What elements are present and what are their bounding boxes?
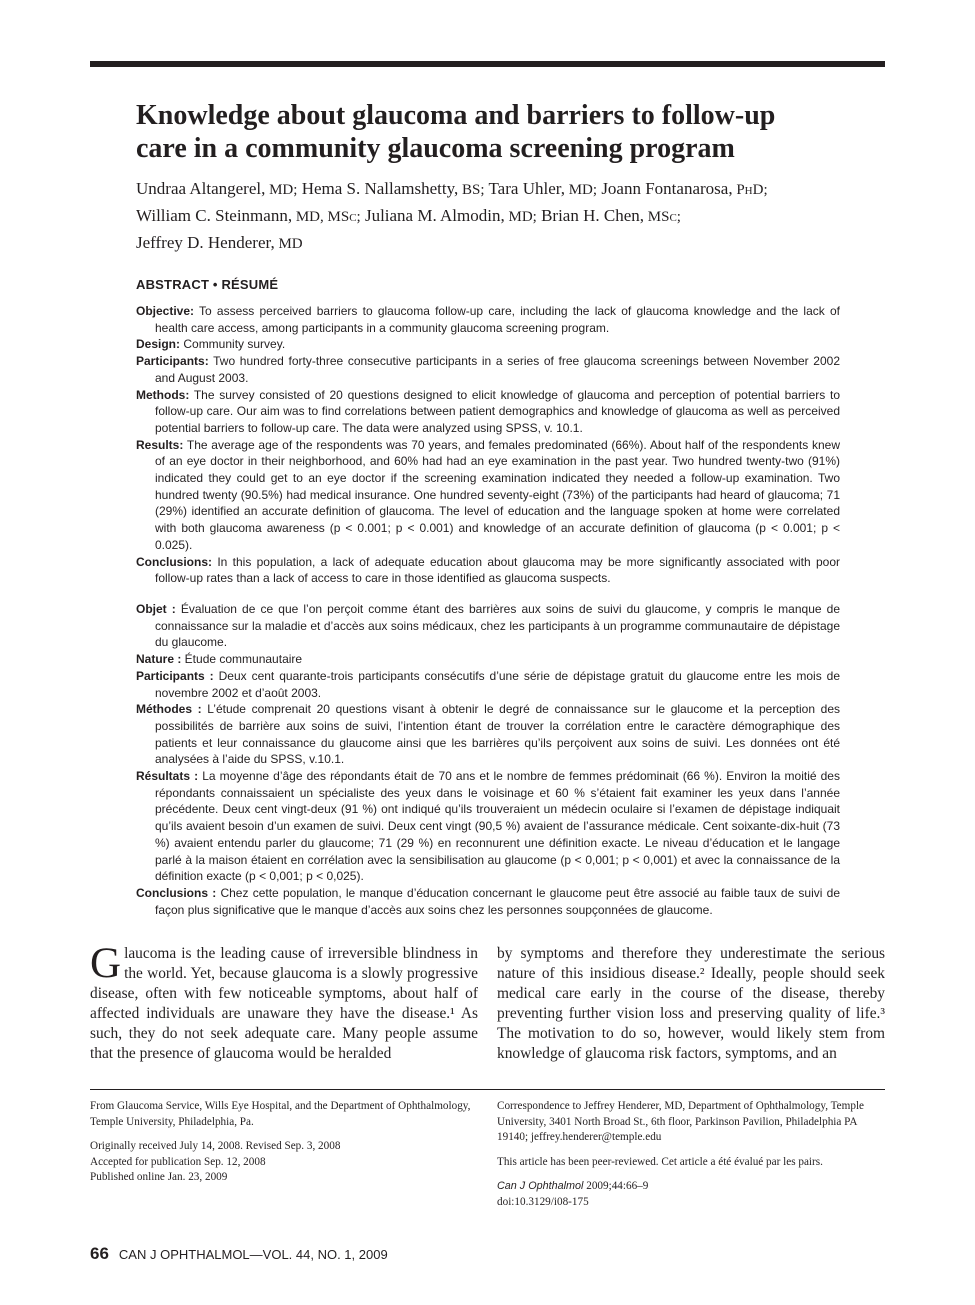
affiliation-note: From Glaucoma Service, Wills Eye Hospital, and the Department of Ophthalmology, Temple University, Philadelphia, Pa. bbox=[90, 1100, 471, 1128]
abstract-label: Nature : bbox=[136, 652, 182, 667]
footnotes-left bbox=[90, 1099, 480, 1186]
abstract-text: Deux cent quarante-trois participants consécutifs d’une série de dépistage gratuit du glaucome entre les mois de novembre 2002 et d’août 2003. bbox=[155, 668, 840, 700]
author-degree: MD; bbox=[564, 182, 598, 198]
abstract-label: Conclusions : bbox=[136, 885, 217, 900]
abstract-section bbox=[136, 885, 840, 918]
abstract-section bbox=[136, 303, 840, 336]
running-footer: CAN J OPHTHALMOL—VOL. 44, NO. 1, 2009 bbox=[118, 1247, 388, 1262]
author-name: William C. Steinmann, bbox=[136, 206, 293, 225]
top-rule bbox=[90, 61, 885, 67]
abstract-section bbox=[136, 768, 840, 885]
author-name: Tara Uhler, bbox=[484, 179, 565, 198]
author-line-1 bbox=[136, 176, 866, 203]
author-name: Juliana M. Almodin, bbox=[360, 206, 505, 225]
abstract-text: Community survey. bbox=[180, 337, 286, 352]
abstract-heading: ABSTRACT • RÉSUMÉ bbox=[136, 277, 279, 292]
body-text-left: laucoma is the leading cause of irreversible blindness in the world. Yet, because glaucoma is a slowly progressive disease, often with few noticeable symptoms, about half of affected individuals are unaware they have the disease.¹ As such, they do not seek adequate care. Many people assume that the presence of glaucoma would be heralded bbox=[90, 945, 478, 1062]
author-degree: MD; bbox=[265, 182, 298, 198]
abstract-section bbox=[136, 701, 840, 768]
page-number: 66 bbox=[90, 1244, 109, 1263]
received-date: Originally received July 14, 2008. Revised Sep. 3, 2008 bbox=[90, 1140, 341, 1153]
author-degree: MD; bbox=[504, 209, 537, 225]
abstract-label: Design: bbox=[136, 337, 181, 352]
abstract-text: The average age of the respondents was 70 years, and females predominated (66%). About half of the respondents knew of an eye doctor in their neighborhood, and 60% had had an eye examination in the past year. Two hundred twenty-two (91%) indicated they could get to an eye doctor if the screening examination indicated they needed a follow-up examination. Two hundred twenty (90.5%) had medical insurance. One hundred seventy-eight (73%) of the participants had heard of glaucoma; 71 (29%) identified an accurate definition of glaucoma. The level of education and the language spoken at home were correlated with both glaucoma awareness (p < 0.001; p < 0.001) and knowledge of an accurate definition of glaucoma (p < 0.001; p < 0.025). bbox=[155, 437, 840, 552]
abstract-label: Participants : bbox=[136, 668, 214, 683]
author-degree: PhD; bbox=[732, 182, 768, 198]
abstract-french bbox=[136, 601, 840, 918]
abstract-text: To assess perceived barriers to glaucoma follow-up care, including the lack of glaucoma knowledge and the lack of health care access, among participants in a community glaucoma screening program. bbox=[155, 304, 840, 335]
published-date: Published online Jan. 23, 2009 bbox=[90, 1171, 228, 1184]
accepted-date: Accepted for publication Sep. 12, 2008 bbox=[90, 1155, 266, 1168]
author-name: Hema S. Nallamshetty, bbox=[297, 179, 459, 198]
citation-volume: 2009;44:66–9 bbox=[583, 1180, 649, 1193]
title-line-2: care in a community glaucoma screening program bbox=[136, 133, 735, 164]
author-name: Undraa Altangerel, bbox=[136, 179, 266, 198]
abstract-text: Chez cette population, le manque d’éducation concernant le glaucome peut être associé au faible taux de suivi de façon plus significative que le manque d’accès aux soins chez les personnes soupçonnées de glaucome. bbox=[155, 885, 840, 917]
body-text-right: by symptoms and therefore they underestimate the serious nature of this insidious disease.² Ideally, people should seek medical care early in the course of the disease, thereby preventing further vision loss and preserving quality of life.³ The motivation to do so, however, would likely stem from knowledge of glaucoma risk factors, symptoms, and an bbox=[497, 945, 885, 1062]
citation-note bbox=[497, 1179, 887, 1210]
footnote-rule bbox=[90, 1089, 885, 1090]
abstract-english bbox=[136, 303, 840, 587]
abstract-section bbox=[136, 437, 840, 554]
author-name: Brian H. Chen, bbox=[536, 206, 645, 225]
abstract-label: Conclusions: bbox=[136, 554, 213, 569]
abstract-label: Objective: bbox=[136, 304, 195, 318]
body-column-right bbox=[497, 944, 885, 1064]
abstract-section bbox=[136, 336, 840, 353]
journal-name: Can J Ophthalmol bbox=[497, 1180, 584, 1193]
abstract-section bbox=[136, 601, 840, 651]
abstract-label: Méthodes : bbox=[136, 702, 202, 717]
abstract-text: The survey consisted of 20 questions designed to elicit knowledge of glaucoma and perception of potential barriers to follow-up care. Our aim was to find correlations between patient demographics and knowledge of glaucoma as well as perceived potential barriers to follow-up care. The data were analyzed using SPSS, v. 10.1. bbox=[155, 387, 840, 435]
abstract-section bbox=[136, 668, 840, 701]
abstract-label: Résultats : bbox=[136, 769, 199, 784]
author-list bbox=[136, 176, 866, 257]
footnotes-right bbox=[497, 1099, 887, 1211]
abstract-text: La moyenne d’âge des répondants était de 70 ans et le nombre de femmes prédominait (66 %). Environ la moitié des répondants connaissaient un spécialiste des yeux dans le voisinage et 60 % s’étaient fait examiner les yeux dans l’année précédente. Deux cent vingt-deux (91 %) ont indiqué qu’ils trouveraient un médecin oculaire si l’examen de dépistage indiquait qu’ils avaient besoin d’un examen de suivi. Deux cent vingt (90,5 %) avaient de l’assurance médicale. Cent soixante-dix-huit (73 %) avaient entendu parler du glaucome; 71 (29 %) en reconnurent une définition exacte. Le niveau d’éducation et le langage parlé à la maison étaient en corrélation avec la sensibilisation au glaucome (p < 0,001; p < 0,001) et avec la connaissance de la définition exacte (p < 0,001; p < 0,025). bbox=[155, 769, 840, 884]
author-line-3 bbox=[136, 230, 866, 257]
abstract-section bbox=[136, 651, 840, 668]
article-title bbox=[136, 99, 836, 165]
peer-review-note: This article has been peer-reviewed. Cet article a été évalué par les pairs. bbox=[497, 1155, 823, 1168]
body-column-left bbox=[90, 940, 478, 1064]
abstract-section bbox=[136, 387, 840, 437]
abstract-text: L’étude comprenait 20 questions visant à obtenir le degré de connaissance sur le glaucome et la perception des possibilités de barrière aux soins de suivi, l’intention étant de trouver la corrélation entre le caractère démographique des patients et leur connaissance du glaucome ainsi que les barrières qu’ils perçoivent aux soins de suivi. Les données ont été analysées à l’aide du SPSS, v.10.1. bbox=[155, 702, 841, 767]
abstract-text: Two hundred forty-three consecutive participants in a series of free glaucoma screenings between November 2002 and August 2003. bbox=[155, 354, 840, 385]
author-degree: MD, MSc; bbox=[292, 209, 361, 225]
abstract-section bbox=[136, 554, 840, 587]
dates-note bbox=[90, 1139, 480, 1186]
author-name: Joann Fontanarosa, bbox=[597, 179, 733, 198]
correspondence-note: Correspondence to Jeffrey Henderer, MD, Department of Ophthalmology, Temple University, 3401 North Broad St., 6th floor, Parkinson Pavilion, Philadelphia PA 19140; jeffrey.henderer@temple.edu bbox=[497, 1100, 865, 1144]
abstract-label: Results: bbox=[136, 437, 184, 452]
doi: doi:10.3129/i08-175 bbox=[497, 1195, 589, 1208]
author-degree: BS; bbox=[458, 182, 485, 198]
drop-cap: G bbox=[90, 940, 122, 987]
author-line-2 bbox=[136, 203, 866, 230]
abstract-text: Évaluation de ce que l’on perçoit comme étant des barrières aux soins de suivi du glaucome, y compris le manque de connaissance sur la maladie et d’accès aux soins médicaux, chez les participants à un programme communautaire de dépistage du glaucome. bbox=[155, 602, 840, 650]
abstract-text: In this population, a lack of adequate education about glaucoma may be more significantly associated with poor follow-up rates than a lack of access to care in those identified as glaucoma suspects. bbox=[155, 554, 840, 586]
author-degree: MSc; bbox=[644, 209, 681, 225]
author-name: Jeffrey D. Henderer, bbox=[136, 233, 275, 252]
author-degree: MD bbox=[274, 236, 303, 252]
abstract-label: Participants: bbox=[136, 354, 209, 369]
abstract-text: Étude communautaire bbox=[181, 652, 303, 667]
abstract-section bbox=[136, 353, 840, 386]
abstract-label: Objet : bbox=[136, 602, 176, 616]
title-line-1: Knowledge about glaucoma and barriers to follow-up bbox=[136, 100, 776, 131]
abstract-label: Methods: bbox=[136, 387, 190, 402]
page-footer bbox=[90, 1244, 388, 1264]
